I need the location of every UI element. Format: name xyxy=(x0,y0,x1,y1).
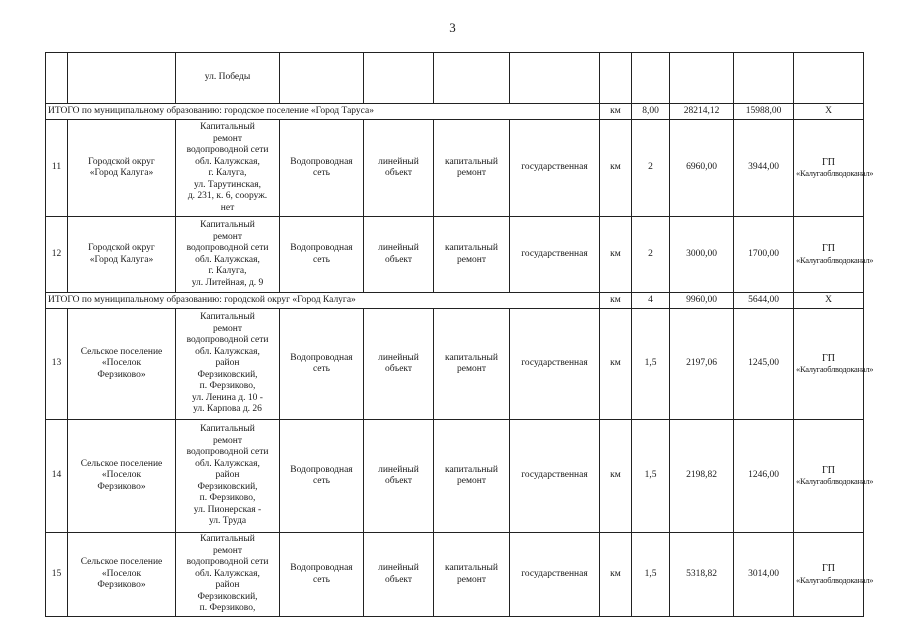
object-name-cell: Капитальный ремонт водопроводной сети обл. Калужская, район Ферзиковский, п. Ферзиково, ул. Ленина д. 10 - ул. Карпова д. 26 xyxy=(176,309,280,420)
cost-cell: 9960,00 xyxy=(670,293,734,309)
owner-abbr: ГП xyxy=(821,563,835,574)
network-cell: Водопроводная сеть xyxy=(280,420,364,533)
unit-cell: км xyxy=(600,217,632,293)
work-type-cell: капитальный ремонт xyxy=(434,533,510,617)
owner-abbr: ГП xyxy=(821,243,835,254)
table-row xyxy=(46,217,864,293)
row-number: 11 xyxy=(46,120,68,217)
cost2-cell: 1245,00 xyxy=(734,309,794,420)
unit-cell: км xyxy=(600,309,632,420)
mark-cell: Х xyxy=(794,104,864,120)
municipality-cell: Сельское поселение «Поселок Ферзиково» xyxy=(68,420,176,533)
owner-abbr: ГП xyxy=(821,156,835,168)
length-cell: 8,00 xyxy=(632,104,670,120)
table-row xyxy=(46,120,864,217)
length-cell: 1,5 xyxy=(632,420,670,533)
object-type-cell: линейный объект xyxy=(364,309,434,420)
object-type-cell: линейный объект xyxy=(364,120,434,217)
municipality-cell: Сельское поселение «Поселок Ферзиково» xyxy=(68,309,176,420)
cost-cell: 2197,06 xyxy=(670,309,734,420)
ownership-cell: государственная xyxy=(510,533,600,617)
owner-abbr: ГП xyxy=(821,464,835,476)
municipality-cell: Сельское поселение «Поселок Ферзиково» xyxy=(68,533,176,617)
network-cell: Водопроводная сеть xyxy=(280,533,364,617)
unit-cell: км xyxy=(600,120,632,217)
owner-cell xyxy=(794,217,874,293)
owner-name: «Калугаоблводоканал» xyxy=(796,254,874,265)
object-name-cell: Капитальный ремонт водопроводной сети обл. Калужская, район Ферзиковский, п. Ферзиково, xyxy=(176,533,280,617)
page-number: 3 xyxy=(449,20,456,35)
owner-cell xyxy=(794,120,874,217)
length-cell: 4 xyxy=(632,293,670,309)
cost2-cell: 1246,00 xyxy=(734,420,794,533)
table-row xyxy=(46,420,864,533)
owner-cell xyxy=(794,420,874,533)
cost-cell: 6960,00 xyxy=(670,120,734,217)
work-type-cell: капитальный ремонт xyxy=(434,217,510,293)
row-number: 14 xyxy=(46,420,68,533)
cost2-cell: 15988,00 xyxy=(734,104,794,120)
unit-cell: км xyxy=(600,293,632,309)
cost-cell: 28214,12 xyxy=(670,104,734,120)
municipality-cell: Городской округ «Город Калуга» xyxy=(68,120,176,217)
table-row xyxy=(46,533,864,617)
total-label: ИТОГО по муниципальному образованию: городское поселение «Город Таруса» xyxy=(46,104,600,120)
cost-cell: 3000,00 xyxy=(670,217,734,293)
work-type-cell: капитальный ремонт xyxy=(434,420,510,533)
ownership-cell: государственная xyxy=(510,120,600,217)
table-row xyxy=(46,309,864,420)
total-row xyxy=(46,104,864,120)
length-cell: 2 xyxy=(632,217,670,293)
address-cell: ул. Победы xyxy=(176,53,280,104)
row-number: 12 xyxy=(46,217,68,293)
work-type-cell: капитальный ремонт xyxy=(434,309,510,420)
cost-cell: 2198,82 xyxy=(670,420,734,533)
network-cell: Водопроводная сеть xyxy=(280,309,364,420)
cost2-cell: 1700,00 xyxy=(734,217,794,293)
object-type-cell: линейный объект xyxy=(364,217,434,293)
object-type-cell: линейный объект xyxy=(364,533,434,617)
owner-abbr: ГП xyxy=(821,352,835,364)
length-cell: 1,5 xyxy=(632,309,670,420)
owner-cell xyxy=(794,533,874,617)
unit-cell: км xyxy=(600,533,632,617)
owner-name: «Калугаоблводоканал» xyxy=(796,476,874,486)
network-cell: Водопроводная сеть xyxy=(280,217,364,293)
length-cell: 2 xyxy=(632,120,670,217)
owner-name: «Калугаоблводоканал» xyxy=(796,168,874,178)
mark-cell: Х xyxy=(794,293,864,309)
ownership-cell: государственная xyxy=(510,217,600,293)
unit-cell: км xyxy=(600,104,632,120)
cost2-cell: 3944,00 xyxy=(734,120,794,217)
row-number: 13 xyxy=(46,309,68,420)
municipality-cell: Городской округ «Город Калуга» xyxy=(68,217,176,293)
total-row xyxy=(46,293,864,309)
cost-cell: 5318,82 xyxy=(670,533,734,617)
owner-name: «Калугаоблводоканал» xyxy=(796,574,874,585)
object-type-cell: линейный объект xyxy=(364,420,434,533)
network-cell: Водопроводная сеть xyxy=(280,120,364,217)
unit-cell: км xyxy=(600,420,632,533)
object-name-cell: Капитальный ремонт водопроводной сети обл. Калужская, район Ферзиковский, п. Ферзиково, ул. Пионерская - ул. Труда xyxy=(176,420,280,533)
work-type-cell: капитальный ремонт xyxy=(434,120,510,217)
row-number: 15 xyxy=(46,533,68,617)
cost2-cell: 5644,00 xyxy=(734,293,794,309)
owner-name: «Калугаоблводоканал» xyxy=(796,364,874,374)
length-cell: 1,5 xyxy=(632,533,670,617)
object-name-cell: Капитальный ремонт водопроводной сети обл. Калужская, г. Калуга, ул. Тарутинская, д. 231, к. 6, сооруж. нет xyxy=(176,120,280,217)
ownership-cell: государственная xyxy=(510,309,600,420)
owner-cell xyxy=(794,309,874,420)
projects-table xyxy=(45,52,874,617)
total-label: ИТОГО по муниципальному образованию: городской округ «Город Калуга» xyxy=(46,293,600,309)
cost2-cell: 3014,00 xyxy=(734,533,794,617)
ownership-cell: государственная xyxy=(510,420,600,533)
table-row-continued xyxy=(46,53,864,104)
object-name-cell: Капитальный ремонт водопроводной сети обл. Калужская, г. Калуга, ул. Литейная, д. 9 xyxy=(176,217,280,293)
